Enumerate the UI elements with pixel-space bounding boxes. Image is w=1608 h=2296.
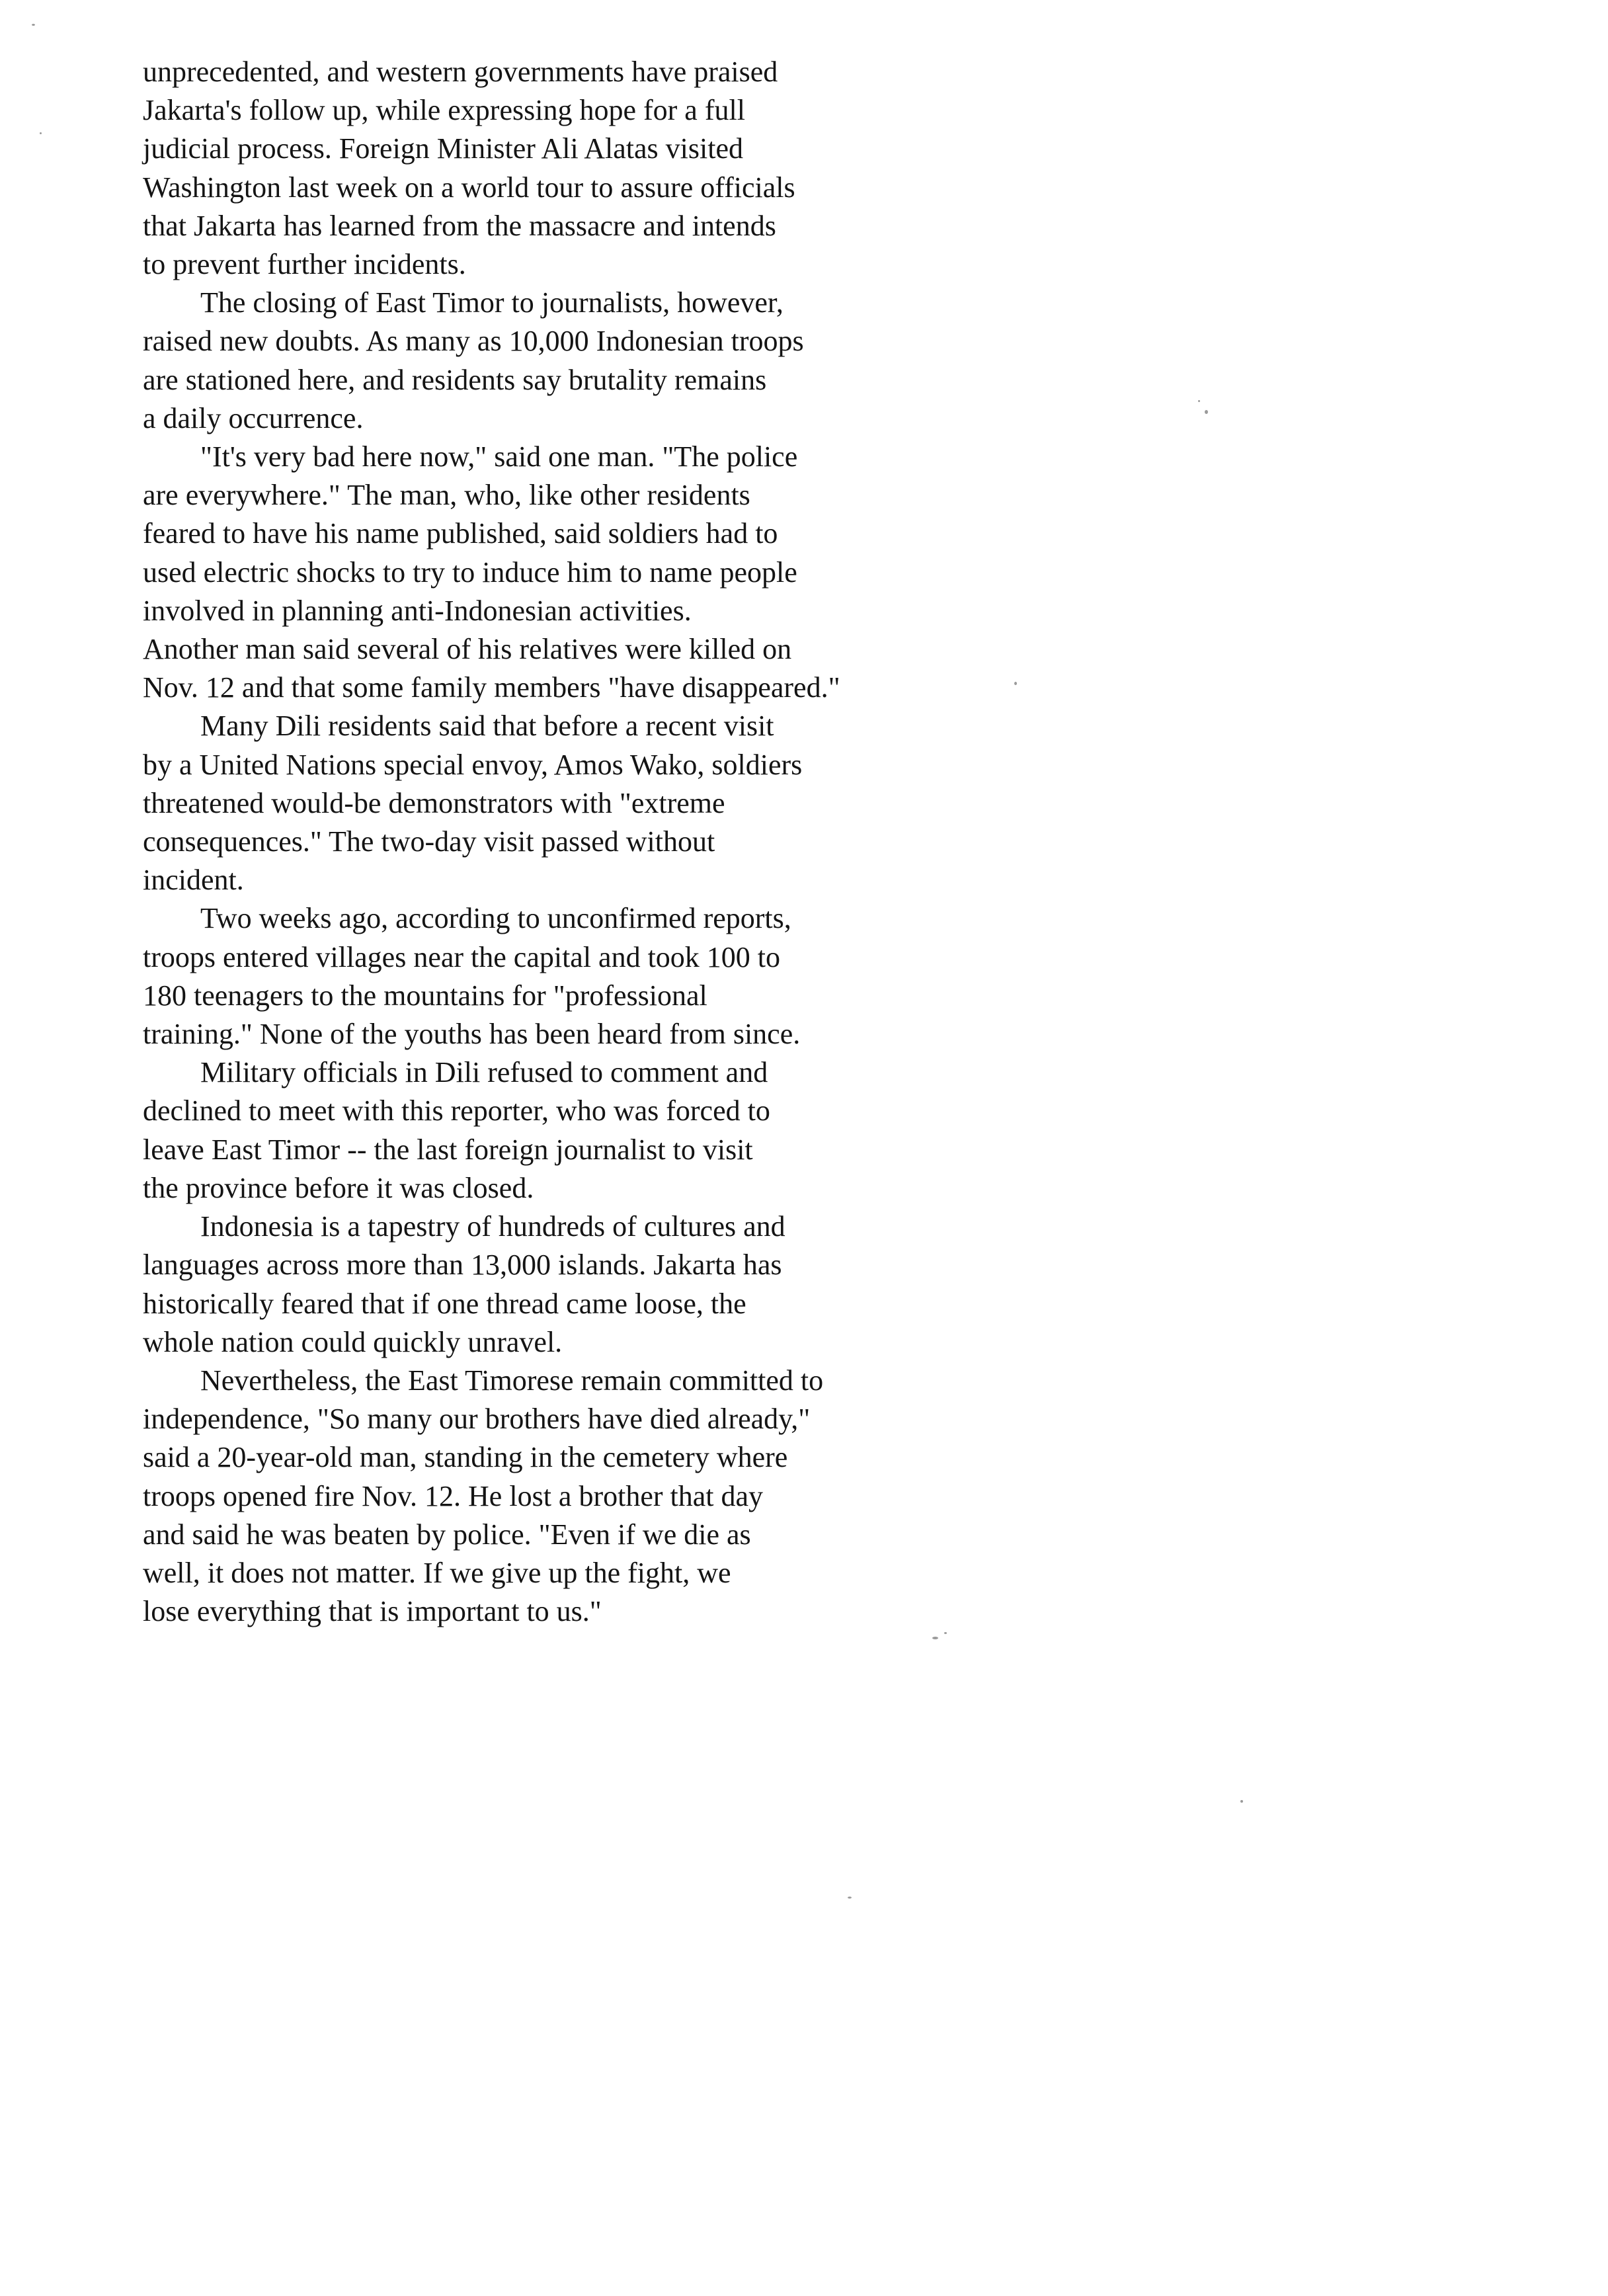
scan-speck <box>932 1637 938 1639</box>
text-line: lose everything that is important to us." <box>143 1595 602 1628</box>
text-line: Jakarta's follow up, while expressing hope for a full <box>143 94 745 127</box>
text-line: by a United Nations special envoy, Amos Wako, soldiers <box>143 748 803 781</box>
text-line: a daily occurrence. <box>143 401 364 434</box>
text-line: historically feared that if one thread came loose, the <box>143 1287 746 1320</box>
text-line: declined to meet with this reporter, who was forced to <box>143 1094 770 1128</box>
scan-speck <box>40 132 42 134</box>
text-line: unprecedented, and western governments have praised <box>143 56 778 88</box>
text-line: the province before it was closed. <box>143 1171 534 1204</box>
text-line: training." None of the youths has been heard from since. <box>143 1018 801 1051</box>
text-line: consequences." The two-day visit passed without <box>143 825 715 858</box>
text-line: involved in planning anti-Indonesian activities. <box>143 594 692 627</box>
text-line: raised new doubts. As many as 10,000 Indonesian troops <box>143 325 804 358</box>
scan-speck <box>1240 1800 1243 1803</box>
paragraph <box>143 899 976 1053</box>
paragraph <box>143 53 976 284</box>
text-line: leave East Timor -- the last foreign journalist to visit <box>143 1133 753 1166</box>
scan-speck <box>944 1632 947 1634</box>
text-line: The closing of East Timor to journalists, however, <box>200 286 784 319</box>
paragraph <box>143 284 976 438</box>
text-line: incident. <box>143 864 244 897</box>
text-line: Military officials in Dili refused to comment and <box>200 1056 768 1089</box>
paragraph <box>143 1362 976 1631</box>
scan-speck <box>1198 400 1200 402</box>
text-line: used electric shocks to try to induce him to name people <box>143 555 797 589</box>
text-line: troops entered villages near the capital and took 100 to <box>143 940 781 973</box>
text-line: independence, "So many our brothers have died already," <box>143 1403 811 1436</box>
scan-speck <box>1014 682 1017 685</box>
scan-speck <box>1205 410 1208 414</box>
text-line: Another man said several of his relatives were killed on <box>143 633 792 666</box>
text-line: Indonesia is a tapestry of hundreds of cultures and <box>200 1210 785 1243</box>
article-body <box>143 53 976 1631</box>
text-line: are stationed here, and residents say brutality remains <box>143 363 767 396</box>
text-line: Washington last week on a world tour to assure officials <box>143 171 795 204</box>
text-line: are everywhere." The man, who, like other residents <box>143 479 750 512</box>
text-line: troops opened fire Nov. 12. He lost a brother that day <box>143 1479 764 1512</box>
paragraph <box>143 438 976 707</box>
scan-speck <box>32 24 35 26</box>
text-line: Two weeks ago, according to unconfirmed reports, <box>200 902 791 935</box>
text-line: feared to have his name published, said soldiers had to <box>143 517 778 550</box>
paragraph <box>143 1208 976 1362</box>
scan-speck <box>848 1897 852 1899</box>
text-line: "It's very bad here now," said one man. "The police <box>200 440 798 473</box>
text-line: threatened would-be demonstrators with "extreme <box>143 786 725 819</box>
text-line: 180 teenagers to the mountains for "professional <box>143 979 707 1012</box>
text-line: to prevent further incidents. <box>143 248 466 281</box>
text-line: Nov. 12 and that some family members "have disappeared." <box>143 671 840 704</box>
text-line: whole nation could quickly unravel. <box>143 1325 563 1358</box>
text-line: that Jakarta has learned from the massacre and intends <box>143 209 776 242</box>
text-line: said a 20-year-old man, standing in the cemetery where <box>143 1441 788 1474</box>
text-line: languages across more than 13,000 islands. Jakarta has <box>143 1249 782 1282</box>
text-line: Many Dili residents said that before a recent visit <box>200 710 774 743</box>
text-line: and said he was beaten by police. "Even if we die as <box>143 1518 751 1551</box>
paragraph <box>143 1053 976 1208</box>
text-line: judicial process. Foreign Minister Ali Alatas visited <box>143 132 743 165</box>
paragraph <box>143 707 976 899</box>
text-line: well, it does not matter. If we give up the fight, we <box>143 1556 731 1589</box>
text-line: Nevertheless, the East Timorese remain committed to <box>200 1364 824 1397</box>
